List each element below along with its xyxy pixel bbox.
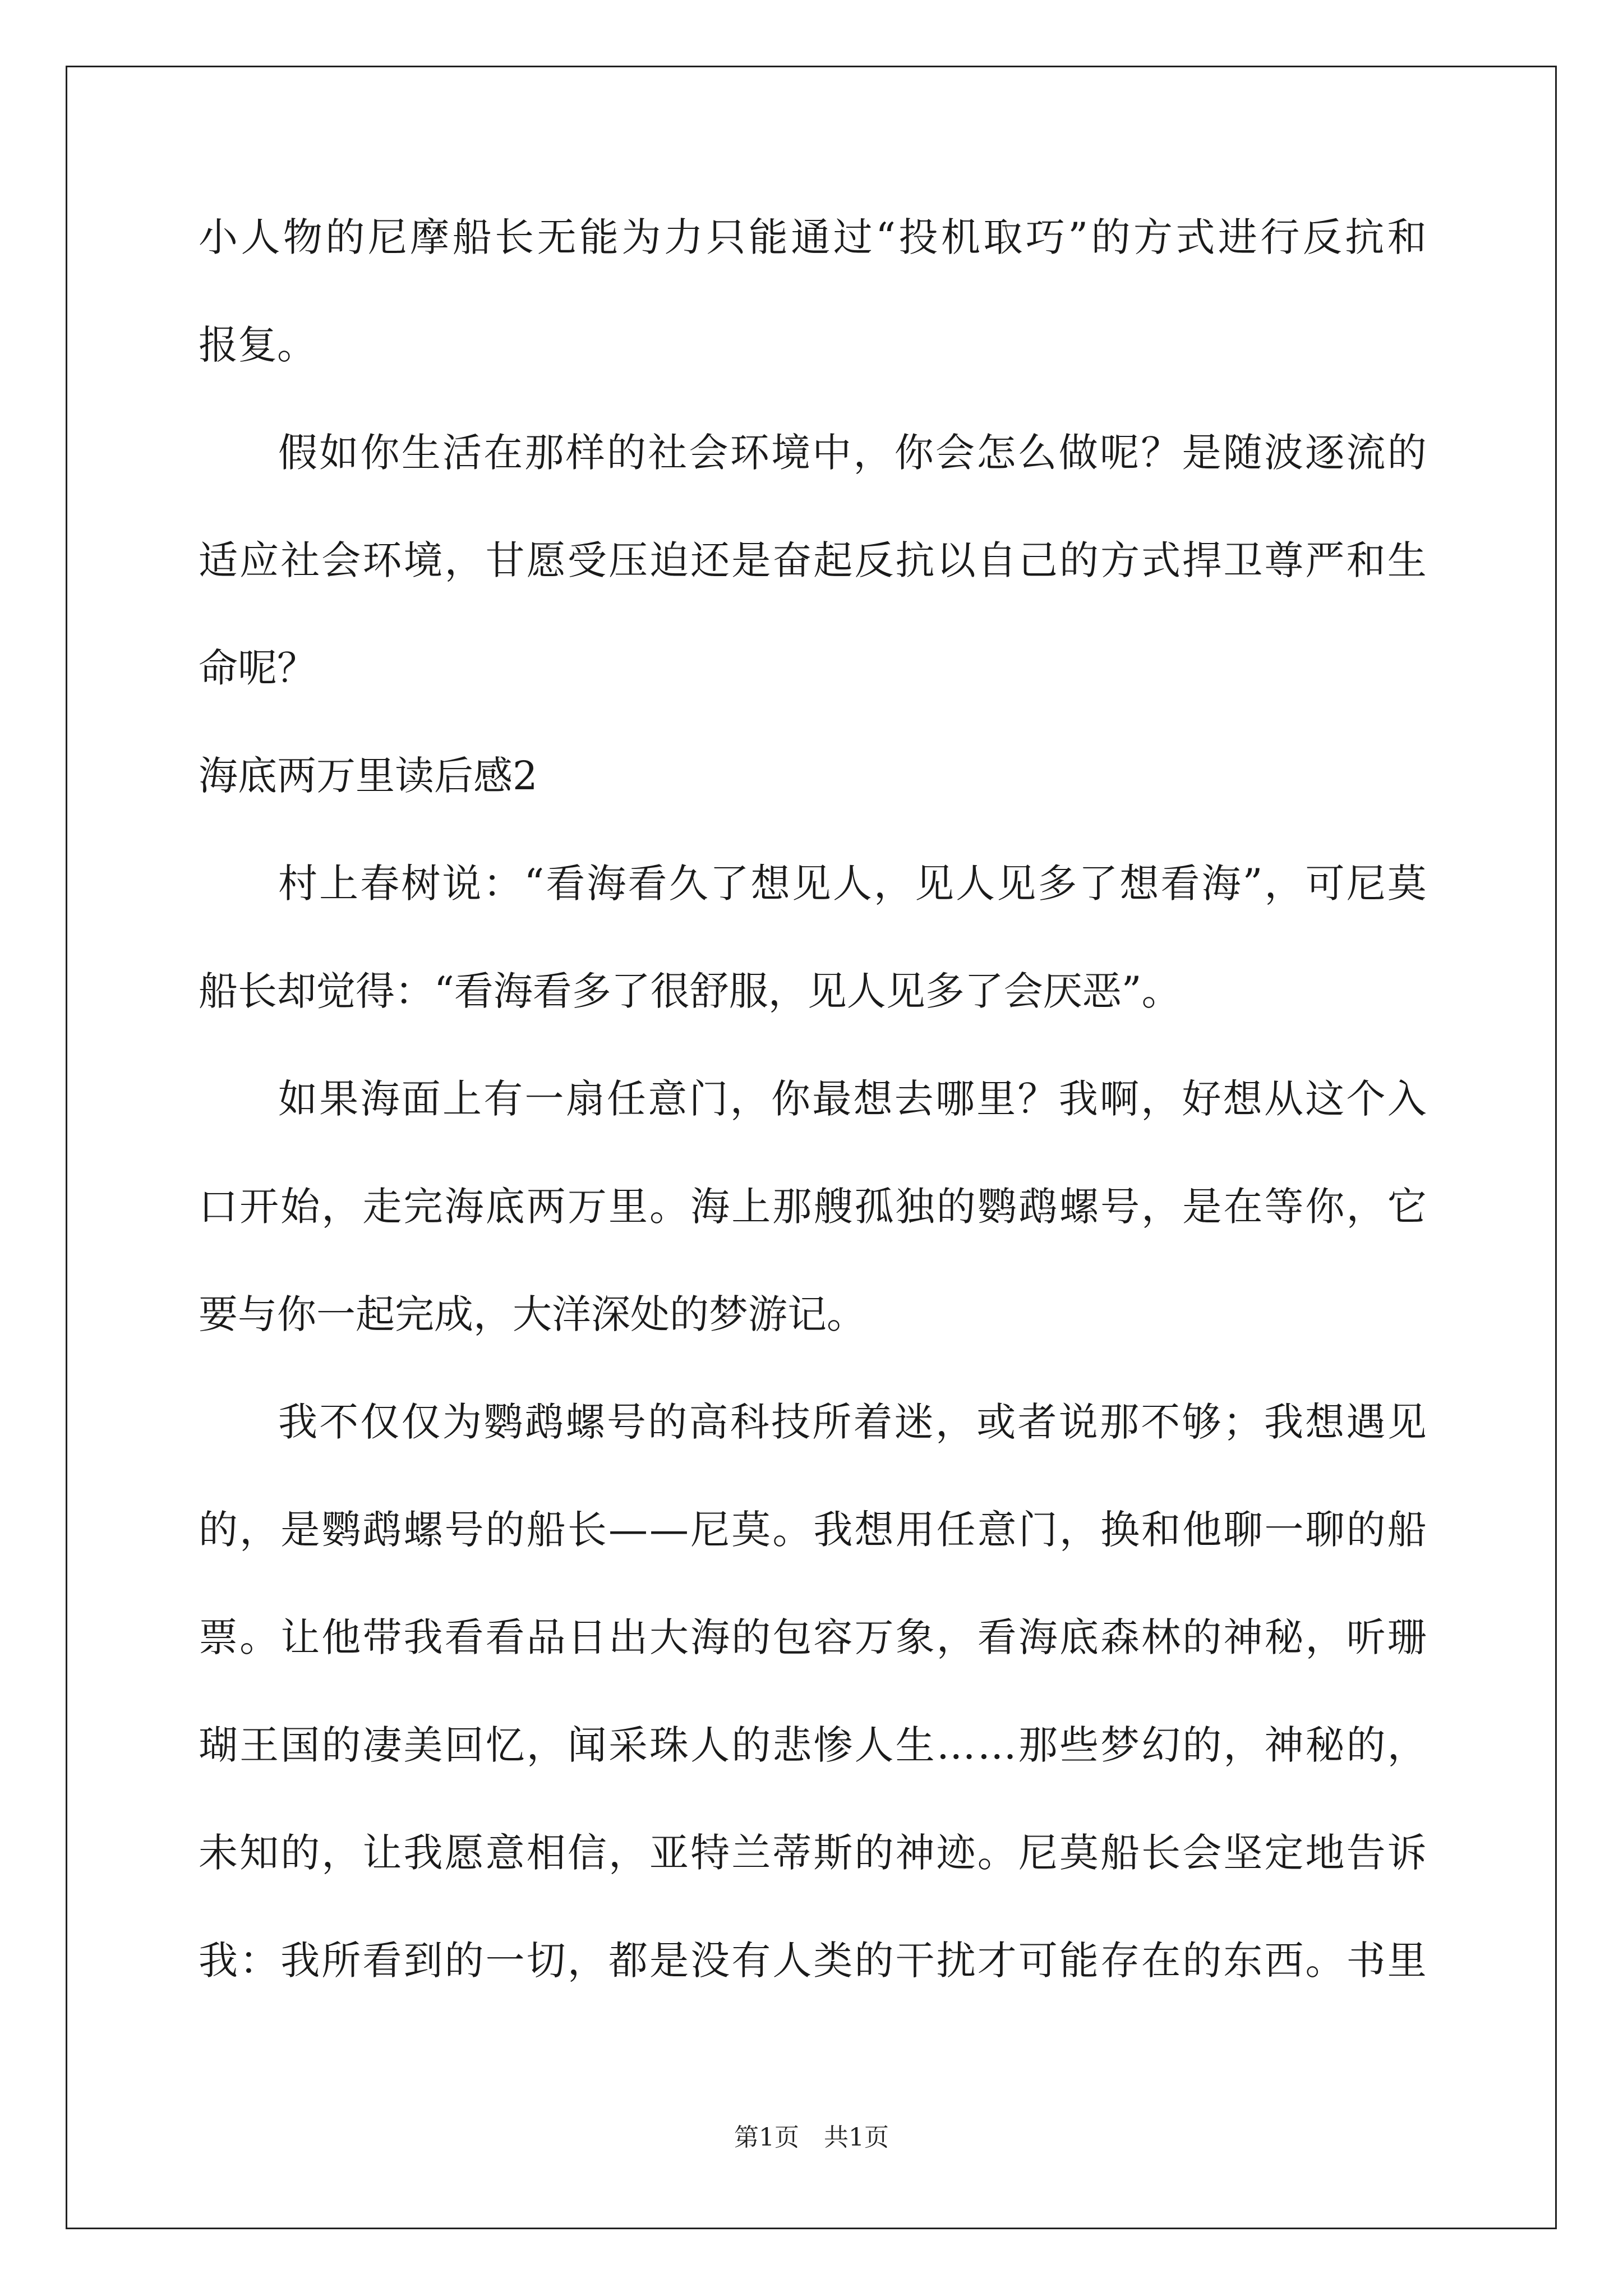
text-line: 报复。 — [199, 322, 316, 368]
text-line: 未 知 的 ， 让 我 愿 意 相 信 ， 亚 特 兰 蒂 斯 的 神 迹 。 尼 莫 船 长 会 坚 定 地 告 诉 — [199, 1830, 1427, 1876]
text-line: 如 果 海 面 上 有 一 扇 任 意 门 ， 你 最 想 去 哪 里 ？ 我 啊 ， 好 想 从 这 个 入 — [278, 1076, 1427, 1122]
text-line: 船长却觉得：“看海看多了很舒服，见人见多了会厌恶”。 — [199, 968, 1181, 1014]
text-line: 假 如 你 生 活 在 那 样 的 社 会 环 境 中 ， 你 会 怎 么 做 呢 ？ 是 随 波 逐 流 的 — [278, 430, 1427, 476]
document-body — [199, 210, 1427, 2041]
text-line: 适 应 社 会 环 境 ， 甘 愿 受 压 迫 还 是 奋 起 反 抗 以 自 己 的 方 式 捍 卫 尊 严 和 生 — [199, 537, 1427, 583]
text-line: 我 ： 我 所 看 到 的 一 切 ， 都 是 没 有 人 类 的 干 扰 才 可 能 存 在 的 东 西 。 书 里 — [199, 1938, 1427, 1984]
page-footer: 第1页 共1页 — [734, 2123, 889, 2152]
text-line: 的 ， 是 鹦 鹉 螺 号 的 船 长 — — 尼 莫 。 我 想 用 任 意 门 ， 换 和 他 聊 一 聊 的 船 — [199, 1507, 1427, 1553]
text-line: 村 上 春 树 说 ： “ 看 海 看 久 了 想 见 人 ， 见 人 见 多 了 想 看 海 ” ， 可 尼 莫 — [278, 861, 1427, 907]
text-line: 票 。 让 他 带 我 看 看 品 日 出 大 海 的 包 容 万 象 ， 看 海 底 森 林 的 神 秘 ， 听 珊 — [199, 1614, 1427, 1660]
text-line: 我 不 仅 仅 为 鹦 鹉 螺 号 的 高 科 技 所 着 迷 ， 或 者 说 那 不 够 ； 我 想 遇 见 — [278, 1399, 1427, 1445]
text-line: 命呢？ — [199, 645, 316, 691]
section-heading: 海底两万里读后感2 — [199, 753, 538, 799]
text-line: 口 开 始 ， 走 完 海 底 两 万 里 。 海 上 那 艘 孤 独 的 鹦 鹉 螺 号 ， 是 在 等 你 ， 它 — [199, 1184, 1427, 1230]
text-line: 要与你一起完成，大洋深处的梦游记。 — [199, 1291, 866, 1337]
text-line: 瑚 王 国 的 凄 美 回 忆 ， 闻 采 珠 人 的 悲 惨 人 生 … … 那 些 梦 幻 的 ， 神 秘 的 ， — [199, 1722, 1427, 1768]
text-line: 小 人 物 的 尼 摩 船 长 无 能 为 力 只 能 通 过 “ 投 机 取 巧 ” 的 方 式 进 行 反 抗 和 — [199, 214, 1427, 260]
